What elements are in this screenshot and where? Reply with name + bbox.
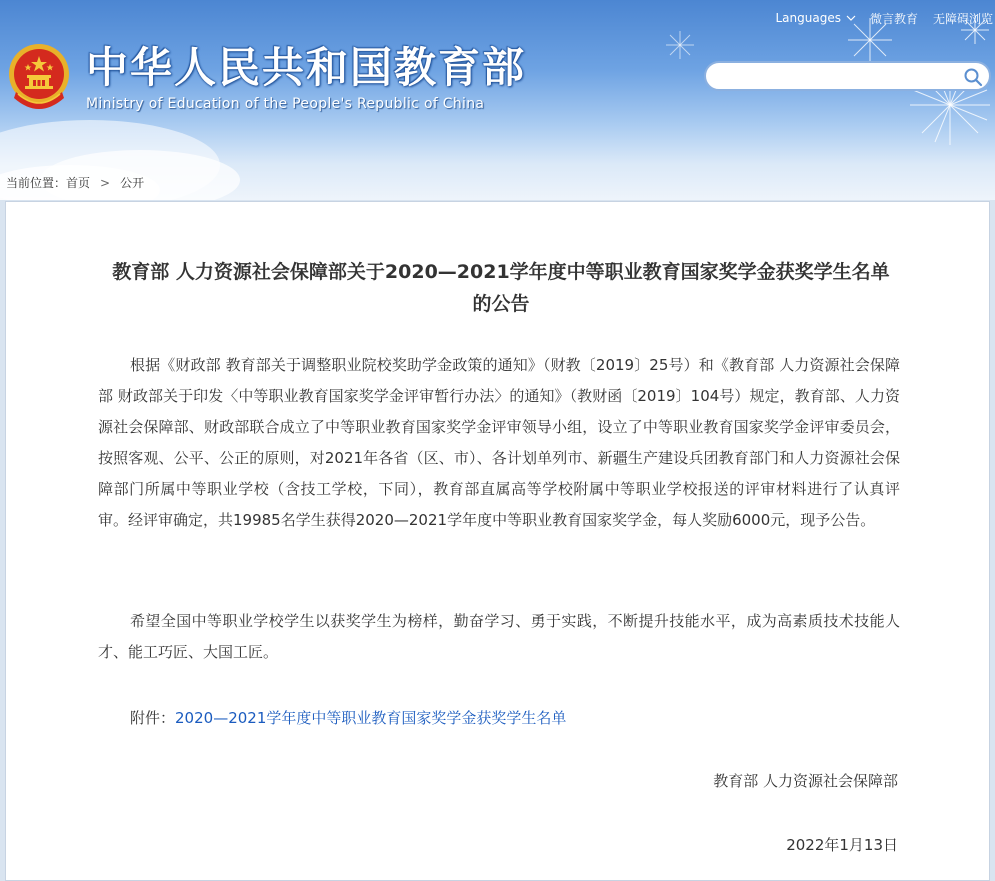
languages-label: Languages <box>775 11 841 25</box>
top-links <box>775 8 995 28</box>
article-panel <box>5 201 990 881</box>
article-paragraph: 希望全国中等职业学校学生以获奖学生为榜样，勤奋学习、勇于实践，不断提升技能水平，成为高素质技术技能人才、能工巧匠、大国工匠。 <box>98 612 900 661</box>
breadcrumb-prefix: 当前位置： <box>6 176 67 190</box>
accessibility-link[interactable]: 无障碍浏览 <box>932 11 993 26</box>
languages-dropdown[interactable] <box>775 11 855 25</box>
dandelion-decoration <box>640 20 720 70</box>
attachment-line <box>130 703 566 734</box>
site-title-english: Ministry of Education of the People's Republic of China <box>86 96 485 112</box>
attachment-link[interactable]: 2020—2021学年度中等职业教育国家奖学金获奖学生名单 <box>175 709 567 727</box>
chevron-down-icon <box>846 15 856 21</box>
article-title: 教育部 人力资源社会保障部关于2020—2021学年度中等职业教育国家奖学金获奖学生名单的公告 <box>112 261 890 315</box>
breadcrumb-current-link[interactable]: 公开 <box>120 176 145 190</box>
weiyan-education-link[interactable]: 微言教育 <box>869 11 918 26</box>
national-emblem-icon[interactable] <box>6 42 72 112</box>
attachment-label: 附件： <box>130 709 176 727</box>
breadcrumb-home-link[interactable]: 首页 <box>66 176 91 190</box>
article-date: 2022年1月13日 <box>786 836 898 854</box>
article-paragraph: 根据《财政部 教育部关于调整职业院校奖助学金政策的通知》（财教〔2019〕25号）和《教育部 人力资源社会保障部 财政部关于印发〈中等职业教育国家奖学金评审暂行办法〉的通知》（教财函〔2019〕104号）规定，教育部、人力资源社会保障部、财政部联合成立了中等职业教育国家奖学金评审领导小组，设立了中等职业教育国家奖学金评审委员会，按照客观、公平、公正的原则，对2021年各省（区、市）、各计划单列市、新疆生产建设兵团教育部门和人力资源社会保障部门所属中等职业学校（含技工学校，下同），教育部直属高等学校附属中等职业学校报送的评审材料进行了认真评审。经评审确定，共19985名学生获得2020—2021学年度中等职业教育国家奖学金，每人奖励6000元，现予公告。 <box>98 356 900 529</box>
article-signature: 教育部 人力资源社会保障部 <box>713 772 898 790</box>
search-box <box>704 61 991 91</box>
site-title[interactable]: 中华人民共和国教育部 <box>86 43 527 92</box>
search-input[interactable] <box>718 63 962 89</box>
breadcrumb <box>6 174 144 191</box>
search-icon[interactable] <box>963 67 983 87</box>
chevron-right-icon: > <box>100 175 111 190</box>
site-header <box>0 0 995 200</box>
